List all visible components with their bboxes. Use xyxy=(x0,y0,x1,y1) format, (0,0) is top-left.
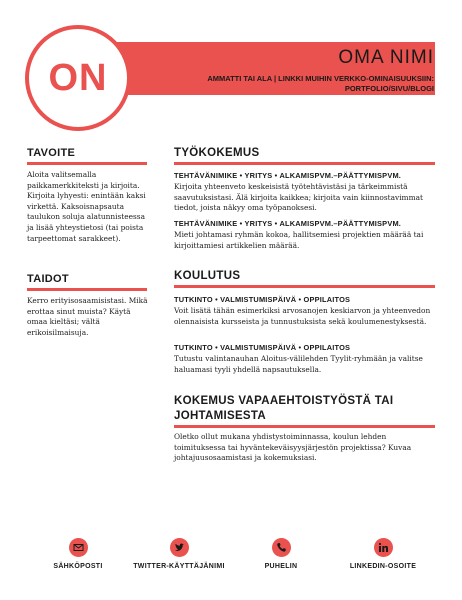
contact-linkedin[interactable] xyxy=(333,538,433,570)
contact-label: LINKEDIN-OSOITE xyxy=(349,563,417,570)
education-heading: KOULUTUS xyxy=(174,270,241,282)
contact-label: TWITTER-KÄYTTÄJÄNIMI xyxy=(133,563,225,570)
education-entry-title: TUTKINTO • VALMISTUMISPÄIVÄ • OPPILAITOS xyxy=(174,295,351,304)
education-entry-text: Tutustu valintanauhan Aloitus-välilehden Tyylit-ryhmään ja valitse haluamasi tyyli yhdellä napsautuksella. xyxy=(174,354,423,374)
education-entry-title: TUTKINTO • VALMISTUMISPÄIVÄ • OPPILAITOS xyxy=(174,343,351,352)
volunteer-heading: KOKEMUS VAPAAEHTOISTYÖSTÄ TAI JOHTAMISESTA xyxy=(174,395,394,422)
objective-rule xyxy=(27,162,147,165)
experience-entry-text: Mieti johtamasi ryhmän kokoa, hallitsemiesi projektien määrää tai kirjoittamiesi artikkelien määrää. xyxy=(174,230,424,250)
contact-label: PUHELIN xyxy=(264,563,298,570)
contact-twitter[interactable] xyxy=(129,538,229,570)
education-rule xyxy=(174,285,435,288)
twitter-icon xyxy=(170,538,189,557)
experience-entry-title: TEHTÄVÄNIMIKE • YRITYS • ALKAMISPVM.–PÄÄTTYMISPVM. xyxy=(174,219,402,228)
resume-name: OMA NIMI xyxy=(338,47,434,68)
linkedin-icon xyxy=(374,538,393,557)
experience-rule xyxy=(174,162,435,165)
contact-phone[interactable] xyxy=(231,538,331,570)
volunteer-text: Oletko ollut mukana yhdistystoiminnassa, koulun lehden toimituksessa tai hyväntekeväisyysjärjestön projektissa? Kuvaa johtajuusosaamistasi ja kokemuksiasi. xyxy=(174,432,412,463)
experience-heading: TYÖKOKEMUS xyxy=(174,147,260,159)
monogram: ON xyxy=(48,56,108,99)
volunteer-rule xyxy=(174,425,435,428)
skills-heading: TAIDOT xyxy=(27,273,69,285)
monogram-circle xyxy=(25,25,131,131)
objective-heading: TAVOITE xyxy=(27,147,76,159)
contact-email[interactable] xyxy=(28,538,128,570)
objective-text: Aloita valitsemalla paikkamerkkiteksti ja kirjoita. Kirjoita lyhyesti: enintään kaksi virkettä. Kaksoisnapsauta taulukon soluja alatunnisteessa ja lisää yhteystietosi (tai poista tarpeettomat sarakkeet). xyxy=(27,170,146,243)
skills-rule xyxy=(27,288,147,291)
education-entry-text: Voit lisätä tähän esimerkiksi arvosanojen keskiarvon ja yhteenvedon olennaisista kursseista ja tunnustuksista sekä koulumenestyksestä. xyxy=(174,306,431,326)
contact-label: SÄHKÖPOSTI xyxy=(53,563,103,570)
phone-icon xyxy=(272,538,291,557)
experience-entry-text: Kirjoita yhteenveto keskeisistä työtehtävistäsi ja tärkeimmistä saavutuksistasi. Älä kirjoita kaikkea; kirjoita vain kiinnostavimmat tiedot, joista näkyy oma työpanoksesi. xyxy=(174,182,423,213)
experience-entry-title: TEHTÄVÄNIMIKE • YRITYS • ALKAMISPVM.–PÄÄTTYMISPVM. xyxy=(174,171,402,180)
email-icon xyxy=(69,538,88,557)
resume-subtitle: AMMATTI TAI ALA | LINKKI MUIHIN VERKKO-OMINAISUUKSIIN: PORTFOLIO/SIVU/BLOGI xyxy=(207,74,434,93)
skills-text: Kerro erityisosaamisistasi. Mikä erottaa sinut muista? Käytä omaa kieltäsi; vältä erikoisilmaisuja. xyxy=(27,296,148,337)
